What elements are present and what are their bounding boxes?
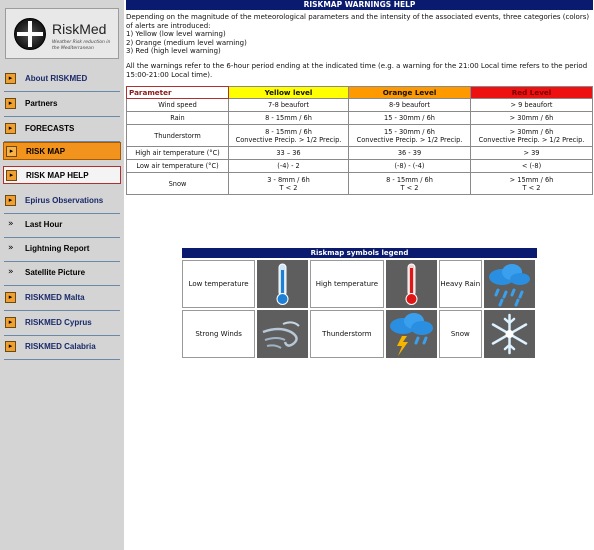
nav-label: Partners [25,98,58,108]
cell-orange: (-8) - (-4) [349,160,471,173]
nav-riskmed-cyprus[interactable] [0,311,124,333]
period-note: All the warnings refer to the 6-hour period ending at the indicated time (e.g. a warning for the 21:00 Local time refers to the period 15:00-21:00 Local time). [126,61,588,79]
riskmed-logo[interactable] [5,8,119,59]
cell-parameter: Wind speed [127,99,229,112]
logo-tagline: Weather Risk reduction in the Mediterranean [52,40,111,51]
legend-label: Thunderstorm [310,310,383,358]
heavy-rain-icon [484,260,535,308]
header-red-level: Red Level [471,87,593,99]
legend-label: Snow [439,310,482,358]
nav-label: RISK MAP [26,146,66,156]
cell-parameter: Snow [127,173,229,195]
arrow-box-icon: ▸ [6,170,17,181]
nav-label: About RISKMED [25,73,88,83]
legend-label: Low temperature [182,260,255,308]
cell-orange: 36 - 39 [349,147,471,160]
cell-red: > 30mm / 6h [471,112,593,125]
nav-lightning-report[interactable] [0,237,124,259]
thermometer-low-icon [257,260,308,308]
arrow-box-icon: ▸ [5,292,16,303]
nav-label: Satellite Picture [25,267,86,277]
wind-icon [257,310,308,358]
nav-about-riskmed[interactable] [0,67,124,89]
cell-red: > 30mm / 6h Convective Precip. > 1/2 Precip. [471,125,593,147]
cell-red: > 15mm / 6h T < 2 [471,173,593,195]
arrow-box-icon: ▸ [5,98,16,109]
table-row [127,147,593,160]
arrow-box-icon: ▸ [5,123,16,134]
thunderstorm-icon [386,310,437,358]
nav-risk-map[interactable] [3,142,121,160]
table-row [127,173,593,195]
cell-yellow: 33 – 36 [229,147,349,160]
intro-level-yellow: 1) Yellow (low level warning) [126,30,226,39]
cell-parameter: Thunderstorm [127,125,229,147]
nav-label: RISKMED Calabria [25,341,96,351]
sidebar [0,0,124,550]
table-row [127,112,593,125]
cell-parameter: Low air temperature (°C) [127,160,229,173]
thermometer-high-icon [386,260,437,308]
legend-row [182,310,535,358]
double-chevron-icon: » [8,243,14,253]
nav-label: Last Hour [25,219,63,229]
header-orange-level: Orange Level [349,87,471,99]
arrow-box-icon: ▸ [5,195,16,206]
table-row [127,160,593,173]
nav-label: RISKMED Cyprus [25,317,92,327]
cell-yellow: 3 - 8mm / 6h T < 2 [229,173,349,195]
cell-parameter: Rain [127,112,229,125]
cell-orange: 8-9 beaufort [349,99,471,112]
nav-riskmed-calabria[interactable] [0,335,124,357]
header-parameter: Parameter [127,87,229,99]
page-title: RISKMAP WARNINGS HELP [126,0,593,10]
nav-divider [4,359,120,360]
double-chevron-icon: » [8,219,14,229]
main-content [126,0,593,338]
nav-label: RISK MAP HELP [26,170,89,180]
cell-yellow: 8 - 15mm / 6h Convective Precip. > 1/2 Precip. [229,125,349,147]
cell-red: > 39 [471,147,593,160]
symbols-legend [182,248,537,360]
nav-label: RISKMED Malta [25,292,85,302]
nav-riskmed-malta[interactable] [0,286,124,308]
arrow-box-icon: ▸ [6,146,17,157]
intro-level-red: 3) Red (high level warning) [126,47,221,56]
legend-row [182,260,535,308]
header-yellow-level: Yellow level [229,87,349,99]
cell-orange: 8 - 15mm / 6h T < 2 [349,173,471,195]
cell-red: > 9 beaufort [471,99,593,112]
nav-forecasts[interactable] [0,117,124,139]
table-header-row [127,87,593,99]
intro-level-orange: 2) Orange (medium level warning) [126,38,247,47]
nav-satellite-picture[interactable] [0,261,124,283]
nav-label: FORECASTS [25,123,75,133]
intro-paragraph: Depending on the magnitude of the meteorological parameters and the intensity of the associated events, three categories (colors) of alerts are introduced: [126,13,590,30]
table-row [127,99,593,112]
compass-logo-icon [14,18,46,50]
intro-text [126,13,593,56]
legend-table [180,258,537,360]
nav-last-hour[interactable] [0,213,124,235]
legend-label: Strong Winds [182,310,255,358]
legend-label: High temperature [310,260,383,308]
nav-partners[interactable] [0,92,124,114]
cell-parameter: High air temperature (°C) [127,147,229,160]
arrow-box-icon: ▸ [5,341,16,352]
double-chevron-icon: » [8,267,14,277]
cell-yellow: 8 - 15mm / 6h [229,112,349,125]
cell-orange: 15 - 30mm / 6h Convective Precip. > 1/2 Precip. [349,125,471,147]
legend-label: Heavy Rain [439,260,482,308]
table-row [127,125,593,147]
legend-title: Riskmap symbols legend [182,248,537,258]
nav-epirus-observations[interactable] [0,189,124,211]
warnings-table [126,86,593,195]
logo-name: RiskMed [52,21,107,37]
nav-label: Epirus Observations [25,195,104,205]
cell-yellow: (-4) - 2 [229,160,349,173]
snowflake-icon [484,310,535,358]
arrow-box-icon: ▸ [5,317,16,328]
cell-orange: 15 - 30mm / 6h [349,112,471,125]
nav-risk-map-help[interactable] [3,166,121,184]
arrow-box-icon: ▸ [5,73,16,84]
nav-label: Lightning Report [25,243,90,253]
cell-red: < (-8) [471,160,593,173]
cell-yellow: 7-8 beaufort [229,99,349,112]
